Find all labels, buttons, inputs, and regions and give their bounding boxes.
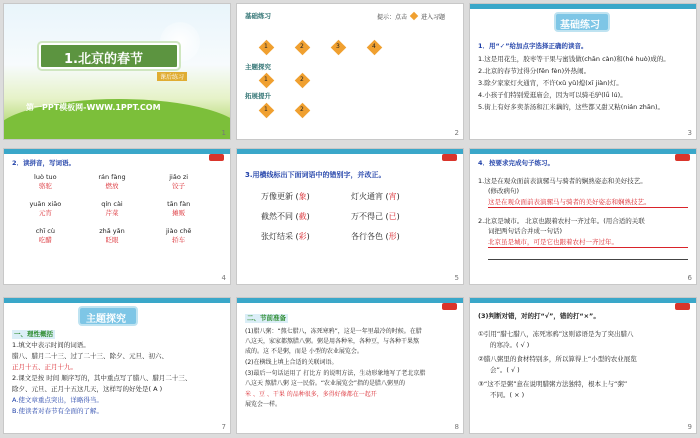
slide-title: 1.北京的春节: [64, 52, 143, 67]
header-bar: [470, 298, 696, 303]
line-8: 展览会一样。: [245, 401, 282, 408]
slide-number: 8: [454, 423, 459, 431]
question: 3.用横线标出下面词语中的错别字，并改正。: [245, 171, 386, 179]
line-6: A.使文章重点突出，详略得当。: [12, 396, 103, 404]
slide-3-thumbnail[interactable]: [469, 3, 697, 140]
banner-text: 基础练习: [560, 20, 600, 31]
line-3: 正月十五、正月十九。: [12, 363, 77, 371]
answer-line: [488, 259, 688, 260]
answer-line: [488, 247, 688, 248]
answer-1: 这是在观众面前表演骡马与骑者的美好姿态和娴熟技艺。: [488, 198, 651, 206]
slide-number: 4: [221, 274, 226, 282]
slide-4-thumbnail[interactable]: [3, 148, 231, 285]
item-1-4: 4: [372, 43, 376, 50]
line-3: ②腊八粥里的食材特别多，所以算得上“小型的农业展览: [478, 355, 637, 363]
item-1-3: 3: [336, 43, 340, 50]
question: 4．按要求完成句子练习。: [478, 159, 555, 167]
row-label-2: 主题探究: [245, 63, 271, 71]
slide-number: 5: [454, 274, 459, 282]
pinyin-item: chī cù 吃醋: [35, 227, 55, 244]
item-1-2: 2: [300, 43, 304, 50]
item-3-2: 2: [300, 106, 304, 113]
slide-9-thumbnail[interactable]: [469, 297, 697, 434]
slide-subtitle: 课后练习: [157, 72, 187, 81]
word-item: 各行各色 (形): [351, 232, 400, 241]
hint-diamond-icon: [410, 12, 418, 20]
word-item: 灯火通宵 (宵): [351, 192, 400, 201]
slide-number: 7: [221, 423, 226, 431]
tag-badge: [675, 154, 690, 161]
slide-5-thumbnail[interactable]: [236, 148, 464, 285]
slide-8-thumbnail[interactable]: [236, 297, 464, 434]
line-1: ①引用“腊七腊八，冻死寒鸦”这则谚语是为了突出腊八: [478, 330, 634, 338]
line-4: 2.课文是按 时间 顺序写的，其中重点写了腊八、腊月二十三、: [12, 374, 192, 382]
question: (3)判断对错，对的打“√”，错的打“×”。: [478, 312, 600, 320]
line-4: 2.北京是城市。 北京也跟着农村一齐过年。(用合适的关联: [478, 217, 645, 225]
line-2: 腊八、腊月二十三、过了二十三、除夕、元旦、初六、: [12, 352, 168, 360]
word-grid: [261, 191, 441, 242]
tag-badge: [442, 154, 457, 161]
site-text: 第一PPT模板网-WWW.1PPT.COM: [26, 103, 161, 112]
line-4: 4.小孩子们特别爱逛庙会，因为可以骑毛驴(lǘ lú)。: [478, 91, 627, 99]
line-1: 1.这是用花生，胶枣等干果与蜜饯做(chān càn)和(hé huò)成的。: [478, 55, 670, 63]
item-2-1: 1: [264, 76, 268, 83]
header-bar: [470, 149, 696, 154]
line-5: 5.街上有好多卖茶汤和江米藕的，这些都又甜又粘(nián zhān)。: [478, 103, 665, 111]
pinyin-item: tān fàn 摊贩: [167, 200, 191, 217]
pinyin-item: qín cài 芹菜: [101, 200, 123, 217]
hint-text-2: 进入习题: [421, 14, 446, 21]
hint-text: 提示：点击: [377, 14, 408, 21]
slide-number: 6: [687, 274, 692, 282]
header-bar: [237, 298, 463, 303]
line-7: B.使读者对春节有全面的了解。: [12, 407, 104, 415]
section-head: 一、理性概括: [14, 330, 53, 338]
question: 2．读拼音，写词语。: [12, 159, 76, 167]
slide-1-thumbnail[interactable]: [3, 3, 231, 140]
slide-number: 3: [687, 129, 692, 137]
line-1: 1.填文中表示时间的词语。: [12, 341, 90, 349]
header-bar: [4, 149, 230, 154]
line-2: 八这天，家家都熬腊八粥。粥是用各种米，各种豆，与各种干果熬: [245, 338, 420, 345]
slide-2-thumbnail[interactable]: [236, 3, 464, 140]
row-label-1: 基础练习: [245, 12, 271, 20]
word-item: 万不得己 (已): [351, 212, 400, 221]
banner-text: 主题探究: [86, 314, 126, 325]
header-bar: [4, 298, 230, 303]
line-2: 2.北京的春节过得分(fēn fèn)外热闹。: [478, 67, 591, 75]
slide-number: 9: [687, 423, 692, 431]
line-7: 米 、豆 、干果 的品种很多，多得好像都在一起开: [245, 391, 377, 398]
line-5: 词把两句话合并成一句话): [488, 227, 563, 235]
line-3: 成的。这 不是粥，而是 小型的农业展览会。: [245, 348, 363, 355]
line-5: 除夕、元旦、正月十五这几天，这样写的好处是( A ): [12, 385, 163, 393]
pinyin-item: zhǎ yǎn 眨眼: [99, 227, 125, 244]
pinyin-item: jiào chē 轿车: [165, 227, 192, 244]
tag-badge: [442, 303, 457, 310]
answer-2: 北京虽是城市，可是它也跟着农村一齐过年。: [488, 238, 618, 246]
line-2: (修改病句): [488, 187, 520, 195]
pinyin-item: luò tuo 骆驼: [34, 173, 57, 190]
item-2-2: 2: [300, 76, 304, 83]
word-item: 张灯结采 (彩): [261, 232, 310, 241]
slide-number: 2: [454, 129, 459, 137]
pinyin-item: yuān xiāo 元宵: [29, 200, 62, 217]
row-label-3: 拓展提升: [245, 92, 271, 100]
line-4: 会”。( √ ): [490, 366, 520, 374]
line-3: 3.除夕家家灯火通宵，不许(xǔ yǔ)熄(xī jiàn)灯。: [478, 79, 623, 87]
item-3-1: 1: [264, 106, 268, 113]
pinyin-grid: [12, 173, 212, 244]
line-6: 不同。( × ): [490, 391, 525, 399]
pinyin-item: rán fàng 燃放: [98, 173, 126, 190]
header-bar: [237, 149, 463, 154]
slide-7-thumbnail[interactable]: [3, 297, 231, 434]
line-2: 的寒冷。( √ ): [490, 341, 530, 349]
slide-number: 1: [221, 129, 226, 137]
line-4: (2)在横线上填上合适的关联词语。: [245, 359, 338, 366]
line-5: ③“这不是粥”意在说明腊粥方法独特，根本上与“粥”: [478, 380, 628, 388]
line-1: (1)腊八粥：“熬七腊八，冻死寒鸦”，这是一年里最冷的时候。在腊: [245, 328, 422, 335]
word-item: 截然不同 (截): [261, 212, 310, 221]
tag-badge: [675, 303, 690, 310]
header-bar: [470, 4, 696, 9]
pinyin-item: jiǎo zi 饺子: [169, 173, 189, 190]
tag-badge: [209, 154, 224, 161]
line-6: 八这天 熬腊八粥 这一民俗。“农业展览会”指的是腊八粥里的: [245, 380, 406, 387]
line-1: 1.这是在观众面前表演骡马与骑者的娴熟姿态和美好技艺。: [478, 177, 647, 185]
item-1-1: 1: [264, 43, 268, 50]
slide-6-thumbnail[interactable]: [469, 148, 697, 285]
word-item: 万像更新 (象): [261, 192, 310, 201]
section-head: 二、节前准备: [247, 314, 286, 322]
question: 1．用“✓”给加点字选择正确的读音。: [478, 42, 588, 50]
line-5: (3)最后一句话运用了 打比方 的说明方法，生动形象地写了老北京腊: [245, 370, 426, 377]
answer-line: [488, 207, 688, 208]
